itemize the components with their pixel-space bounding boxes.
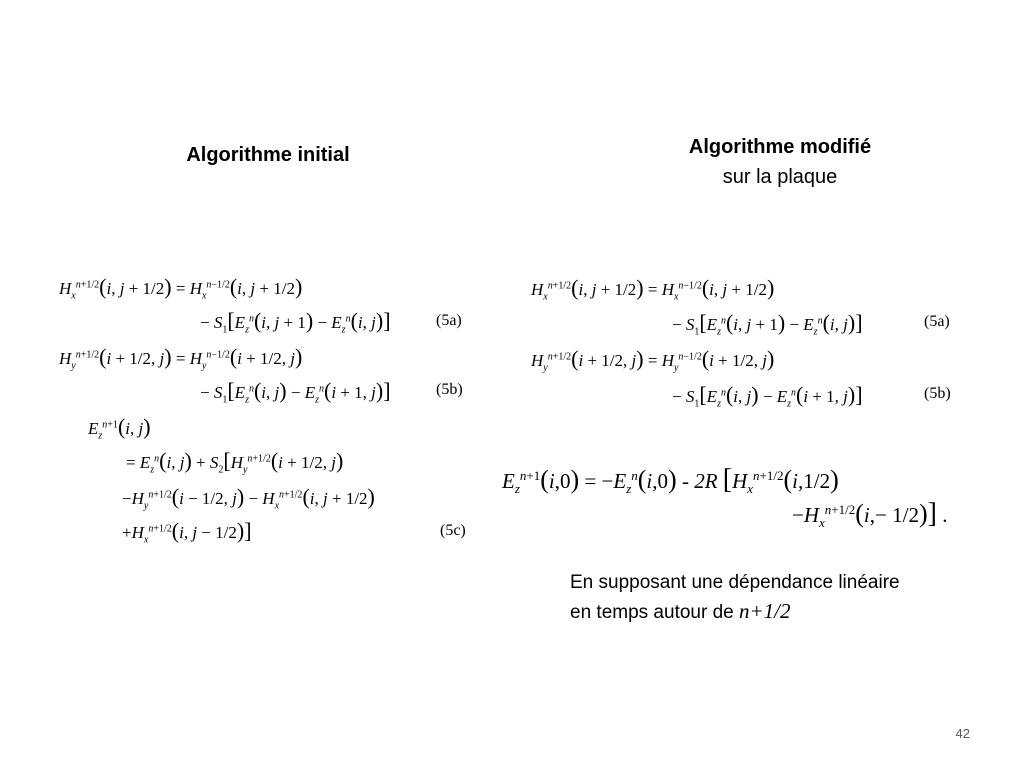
right-equations-block [528, 268, 968, 418]
right-eq-5b-line1: $H_y^{n+1/2}(i + 1/2$, $j) = H_y^{n-1/2}(i + 1/2$, j) [531, 346, 775, 374]
right-eq-5a-tag: (5a) [924, 313, 950, 330]
eq-5c-tag: (5c) [440, 522, 466, 539]
right-eq-5b-line2: − $S_1[E_z^n(i$, $j) - E_z^n(i + 1$, j)] [672, 382, 863, 410]
subtitle-on-plate: sur la plaque [722, 166, 838, 188]
right-eq-5a-line1: $H_x^{n+1/2}(i$, $j + 1/2) = H_x^{n-1/2}(i$, j + 1/2) [531, 275, 775, 303]
eq-5c-line3: $-H_y^{n+1/2}(i - 1/2$, $j) - H_x^{n+1/2}(i$, j + 1/2) [122, 484, 375, 512]
page-number: 42 [955, 726, 970, 741]
eq-5a-line1: $H_x^{n+1/2}(i$, $j + 1/2) = H_x^{n-1/2}(i$, j + 1/2) [59, 274, 303, 302]
note-line2 [570, 597, 1010, 627]
eq-5c-line2: = $E_z^n(i$, $j) + S_2[H_y^{n+1/2}(i + 1/2$, j) [126, 448, 344, 476]
boundary-eq-line2: $-H_x^{n+1/2}(i,- 1/2)$] . [792, 498, 948, 531]
right-eq-5b-tag: (5b) [924, 385, 951, 402]
eq-5c-line1: $E_z^{n+1}(i$, j) [88, 414, 151, 442]
note-math: n+1/2 [739, 599, 791, 623]
assumption-note [570, 569, 1010, 627]
note-line2-prefix: en temps autour de [570, 602, 739, 623]
title-modified-algorithm: Algorithme modifié [688, 136, 872, 158]
title-initial-algorithm: Algorithme initial [186, 144, 350, 166]
eq-5c-line4: $+H_x^{n+1/2}(i$, j − 1/2)] [122, 518, 252, 546]
boundary-eq-line1: $E_z^{n+1}(i,0) = -E_z^n(i,0) - 2R$ [$H_x^{n+1/2}(i,1/2)$ [502, 464, 839, 497]
eq-5b-tag: (5b) [436, 381, 463, 398]
eq-5a-line2: − $S_1[E_z^n(i$, $j + 1) - E_z^n(i$, j)] [200, 308, 391, 336]
eq-5b-line1: $H_y^{n+1/2}(i + 1/2$, $j) = H_y^{n-1/2}(i + 1/2$, j) [59, 344, 303, 372]
eq-5b-line2: − $S_1[E_z^n(i$, $j) - E_z^n(i + 1$, j)] [200, 378, 391, 406]
right-eq-5a-line2: − $S_1[E_z^n(i$, $j + 1) - E_z^n(i$, j)] [672, 310, 863, 338]
eq-5a-tag: (5a) [436, 312, 462, 329]
note-line1: En supposant une dépendance linéaire [570, 572, 900, 593]
boundary-equation [500, 458, 1010, 534]
left-equations-block [56, 268, 476, 558]
